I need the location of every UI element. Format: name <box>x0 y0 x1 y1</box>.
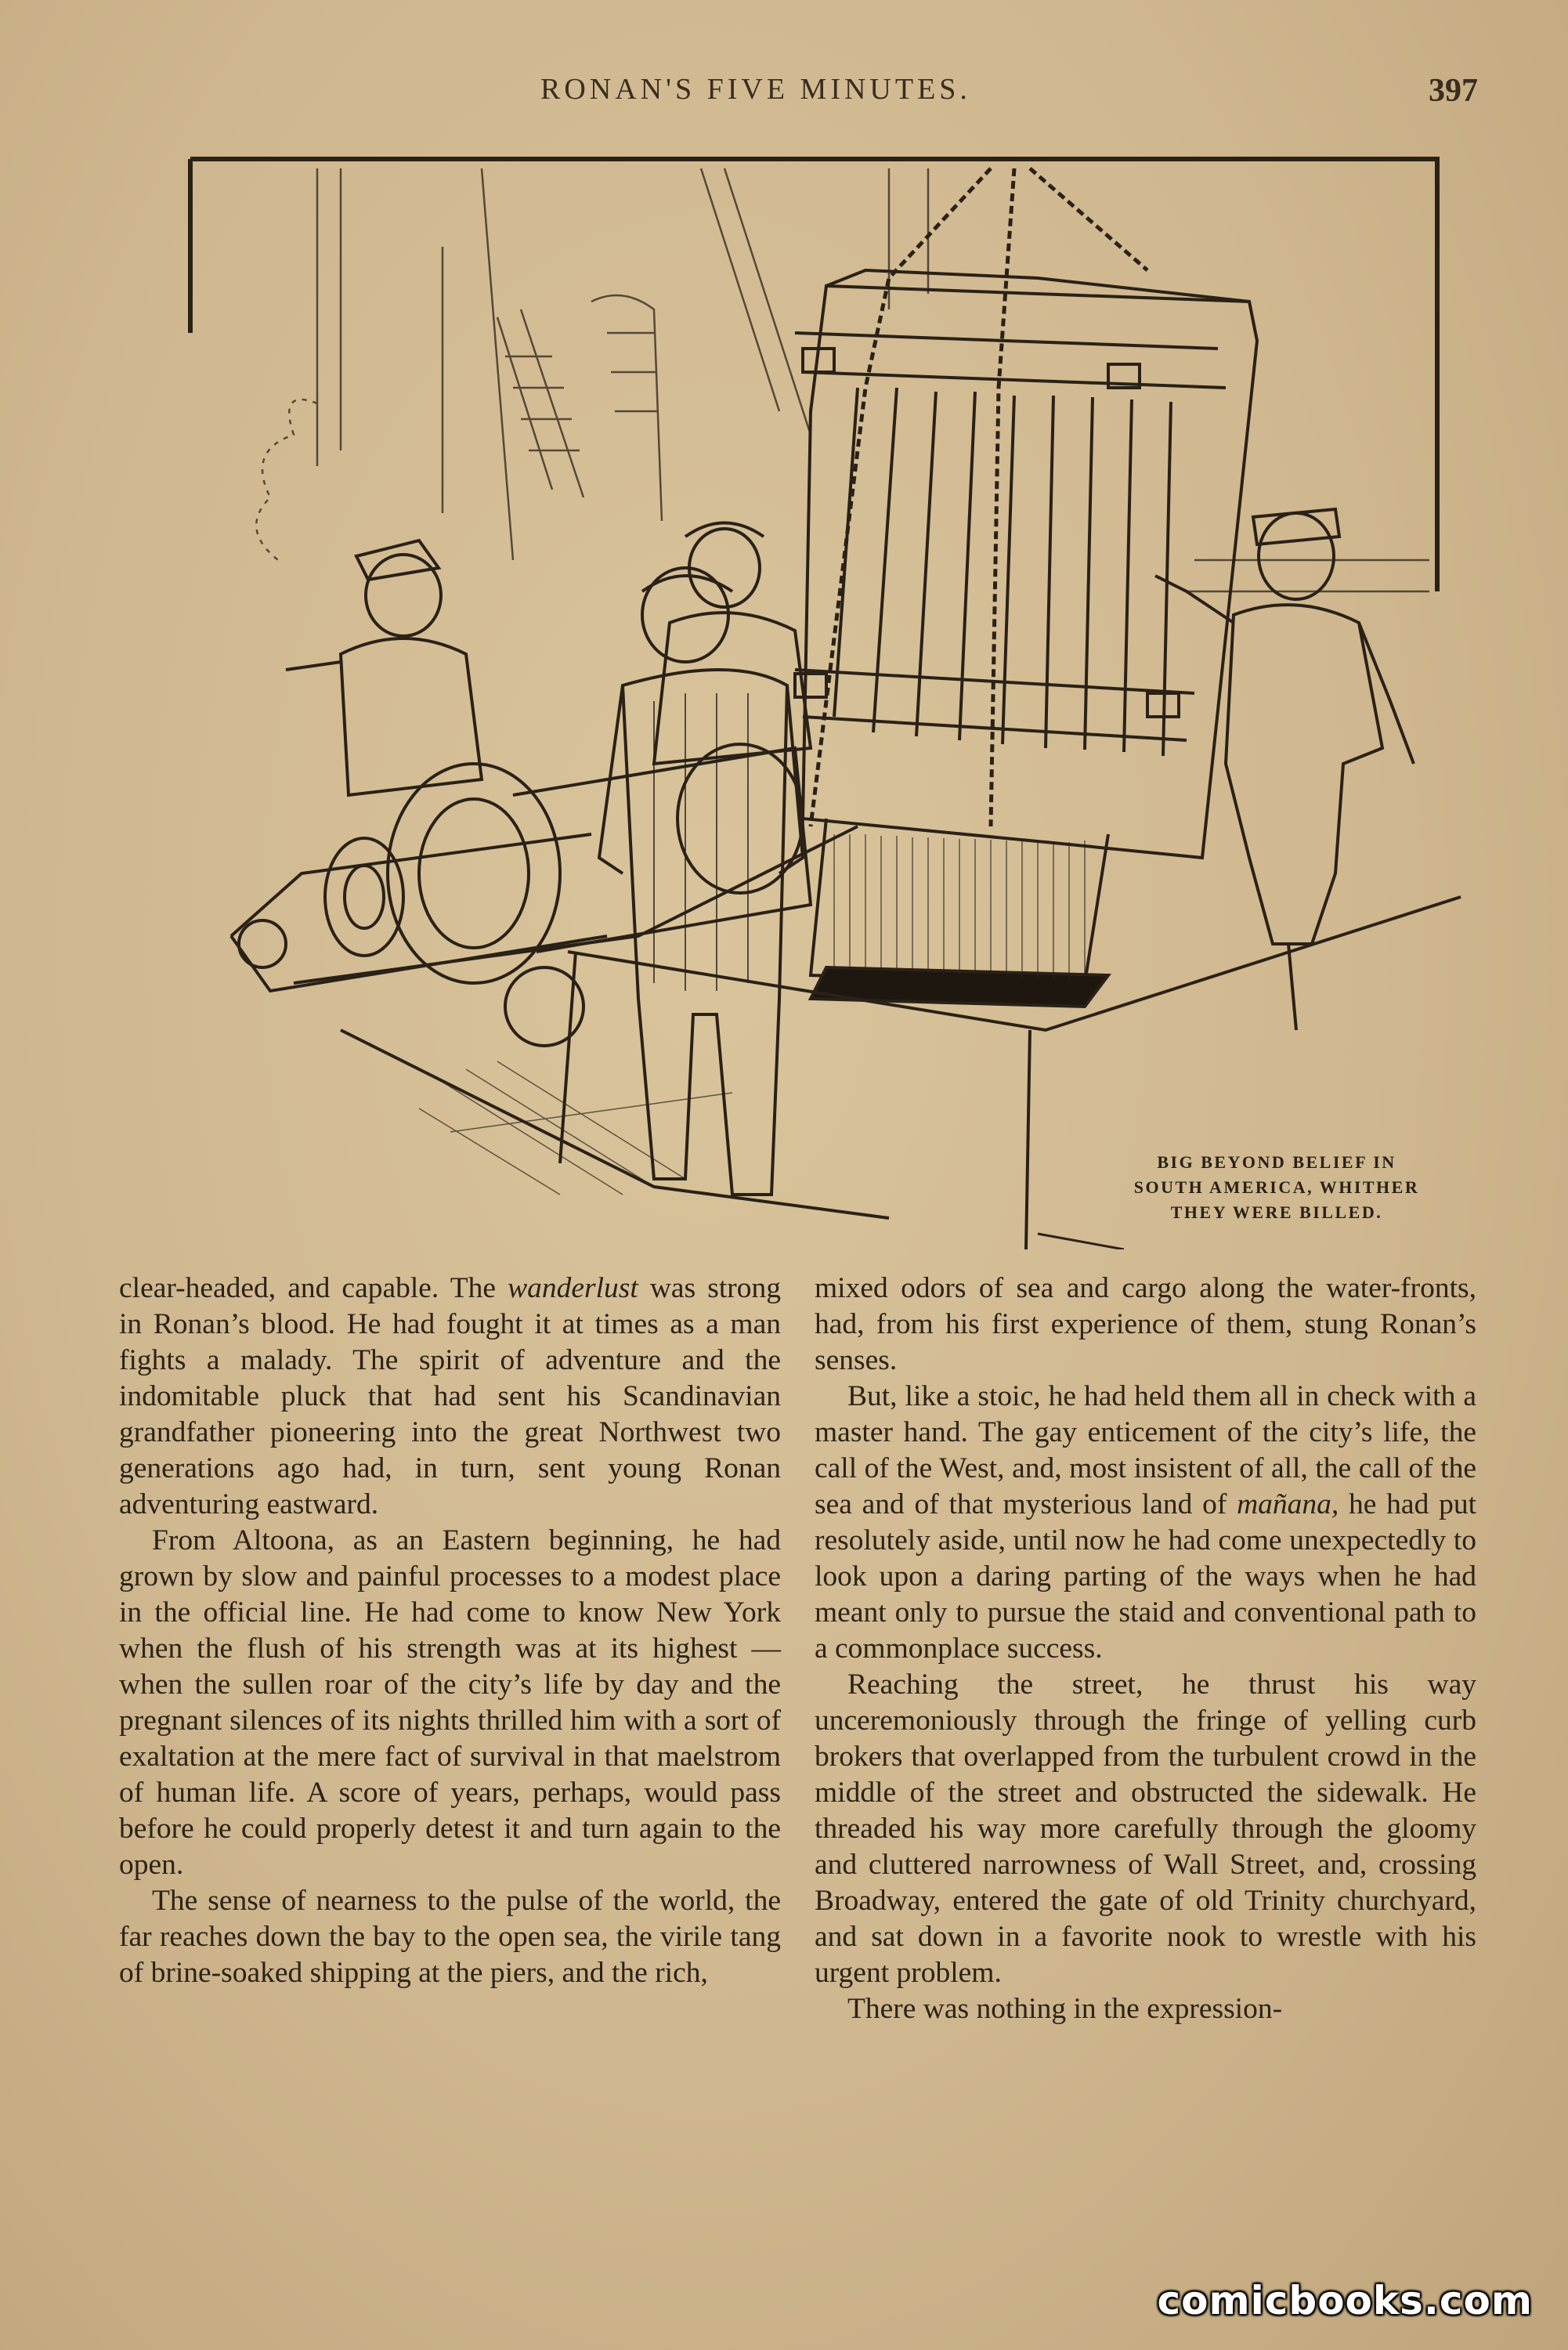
page-header <box>0 72 1568 119</box>
page-number: 397 <box>1429 73 1478 109</box>
text-run: he had put resolutely aside, until now he had come unexpectedly to look upon a daring parting of the ways when he had meant only to pursue the staid and conventional path to a commonplace success. <box>815 1488 1476 1665</box>
paragraph: From Altoona, as an Eastern beginning, he had grown by slow and painful processes to a modest place in the official line. He had come to know New York when the flush of his strength was at its highest — when the sullen roar of the city’s life by day and the pregnant silences of its nights thrilled him with a sort of exaltation at the mere fact of survival in that maelstrom of human life. A score of years, perhaps, would pass before he could properly detest it and turn again to the open. <box>119 1524 781 1881</box>
caption-line: SOUTH AMERICA, WHITHER <box>1133 1177 1420 1197</box>
right-text-column <box>815 1271 1476 2027</box>
italic-text: wanderlust <box>508 1272 638 1304</box>
paragraph <box>119 1271 781 1523</box>
paragraph: The sense of nearness to the pulse of the world, the far reaches down the bay to the open sea, the virile tang of brine-soaked shipping at the piers, and the rich, <box>119 1885 781 1989</box>
paragraph: There was nothing in the expression- <box>847 1993 1283 2025</box>
caption-line: THEY WERE BILLED. <box>1170 1202 1383 1222</box>
paragraph: Reaching the street, he thrust his way unceremoniously through the fringe of yelling curb brokers that overlapped from the turbulent crowd in the middle of the street and obstructed the sidewalk. He threaded his way more carefully through the gloomy and cluttered narrowness of Wall Street, and, crossing Broadway, entered the gate of old Trinity churchyard, and sat down in a favorite nook to wrestle with his urgent problem. <box>815 1668 1476 1989</box>
watermark: comicbooks.com <box>1157 2278 1533 2323</box>
paragraph <box>815 1379 1476 1667</box>
running-title: RONAN'S FIVE MINUTES. <box>540 73 971 106</box>
illustration-caption <box>1081 1150 1472 1225</box>
ship-hold-illustration <box>184 153 1469 1249</box>
text-run: But, like a stoic, he had held them all in check with a master hand. The gay enticement of the city’s life, the call of the West, and, most insistent of all, the call of the sea and of that mysterious land of <box>815 1380 1476 1520</box>
left-text-column <box>119 1271 781 1991</box>
text-run: clear-headed, and capable. The <box>119 1272 508 1304</box>
paragraph: mixed odors of sea and cargo along the water-fronts, had, from his first experience of them, stung Ronan’s senses. <box>815 1272 1476 1376</box>
italic-text: mañana, <box>1237 1488 1339 1520</box>
caption-line: BIG BEYOND BELIEF IN <box>1157 1152 1396 1172</box>
text-run: was strong in Ronan’s blood. He had fought it at times as a man fights a malady. The spirit of adventure and the indomitable pluck that had sent his Scandinavian grandfather pioneering into the great Northwest two generations ago had, in turn, sent young Ronan adventuring eastward. <box>119 1272 781 1520</box>
